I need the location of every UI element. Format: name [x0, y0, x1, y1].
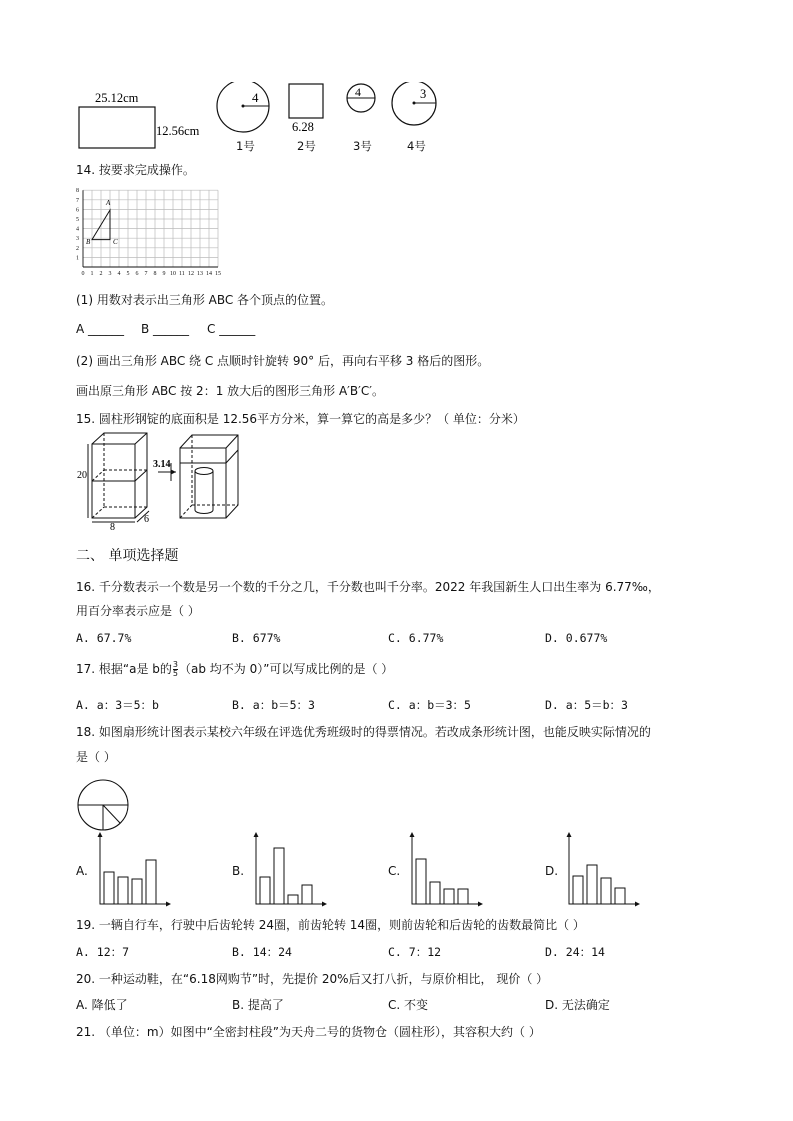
q18-bar-chart-a[interactable] — [94, 832, 172, 911]
vertex-b-label: B — [86, 238, 91, 246]
q16-line1: 16. 千分数表示一个数是另一个数的千分之几，千分数也叫千分率。2022 年我国新生人口出生率为 6.77‰， — [76, 580, 660, 594]
vertex-a-label: A — [106, 199, 111, 207]
q17-frac-num: 3 — [172, 660, 178, 669]
circle-3-value: 4 — [355, 85, 361, 99]
bar-4 — [146, 860, 156, 904]
y-axis-arrow — [98, 832, 103, 837]
q18-pie-chart — [76, 778, 130, 832]
q16-option-c[interactable]: C. 6.77% — [388, 631, 444, 645]
grid-x-tick: 10 — [170, 271, 176, 277]
bar-2 — [587, 865, 597, 904]
q16-option-d[interactable]: D. 0.677% — [545, 631, 608, 645]
q18-option-label-c[interactable]: C. — [388, 864, 401, 878]
grid-x-tick: 4 — [117, 271, 121, 277]
q18-option-label-a[interactable]: A. — [76, 864, 88, 878]
grid-x-tick: 13 — [197, 271, 203, 277]
q17-option-d[interactable]: D. a：5＝b：3 — [545, 698, 628, 712]
shape-label-3: 3号 — [353, 139, 372, 153]
grid-y-tick: 2 — [76, 245, 79, 252]
grid-y-tick: 3 — [76, 236, 79, 243]
q15-length-label: 8 — [110, 522, 115, 532]
bar-4 — [615, 888, 625, 904]
q17-fraction — [173, 661, 178, 678]
q20-option-a[interactable]: A. 降低了 — [76, 998, 128, 1012]
bar-4 — [302, 885, 312, 904]
bar-2 — [430, 882, 440, 904]
y-axis-arrow — [254, 832, 259, 837]
q18-line1: 18. 如图扇形统计图表示某校六年级在评选优秀班级时的得票情况。若改成条形统计图，也能反映实际情况的 — [76, 725, 651, 739]
q17-prefix: 17. 根据“a是 b的 — [76, 662, 172, 676]
q19-option-b[interactable]: B. 14：24 — [232, 945, 292, 959]
q20-title: 20. 一种运动鞋，在“6.18网购节”时，先提价 20%后又打八折，与原价相比， 现价（ ） — [76, 972, 549, 986]
grid-x-tick: 7 — [144, 271, 148, 277]
grid-x-tick: 0 — [81, 271, 85, 277]
q20-option-b[interactable]: B. 提高了 — [232, 998, 284, 1012]
grid-x-tick: 11 — [179, 271, 185, 277]
y-axis-arrow — [567, 832, 572, 837]
q18-bar-chart-svg — [406, 832, 484, 908]
q14-blank-b[interactable]: B ______ — [141, 322, 190, 336]
q18-bar-chart-svg — [563, 832, 641, 908]
q14-blank-a[interactable]: A ______ — [76, 322, 125, 336]
x-axis-arrow — [322, 902, 327, 907]
q15-containers-figure — [74, 430, 254, 532]
q15-title: 15. 圆柱形钢锭的底面积是 12.56平方分米，算一算它的高是多少？（ 单位：分米） — [76, 412, 525, 426]
q18-line2: 是（ ） — [76, 750, 116, 764]
bar-3 — [601, 878, 611, 904]
q19-option-c[interactable]: C. 7：12 — [388, 945, 442, 959]
q14-part1: (1) 用数对表示出三角形 ABC 各个顶点的位置。 — [76, 293, 334, 307]
grid-x-tick: 12 — [188, 271, 194, 277]
square-shape — [289, 84, 323, 118]
q17-option-a[interactable]: A. a：3＝5：b — [76, 698, 159, 712]
q19-option-a[interactable]: A. 12：7 — [76, 945, 130, 959]
q14-part2: (2) 画出三角形 ABC 绕 C 点顺时针旋转 90° 后，再向右平移 3 格后的图形。 — [76, 354, 490, 368]
bar-4 — [458, 889, 468, 904]
q17-stem — [76, 660, 393, 678]
q20-option-c[interactable]: C. 不变 — [388, 998, 429, 1012]
bar-1 — [260, 877, 270, 904]
q18-bar-chart-b[interactable] — [250, 832, 328, 911]
q19-title: 19. 一辆自行车，行驶中后齿轮转 24圈，前齿轮转 14圈，则前齿轮和后齿轮的齿数最简比（ ） — [76, 918, 585, 932]
rectangle-shape — [79, 107, 155, 148]
q15-rise-label: 3.14 — [153, 459, 171, 470]
top-shapes-figure — [70, 82, 450, 154]
grid-x-tick: 14 — [206, 271, 212, 277]
q16-option-b[interactable]: B. 677% — [232, 631, 281, 645]
q18-option-label-d[interactable]: D. — [545, 864, 559, 878]
q18-bar-chart-d[interactable] — [563, 832, 641, 911]
rect-height-label: 12.56cm — [156, 124, 200, 138]
grid-y-tick: 4 — [76, 226, 79, 233]
grid-x-tick: 1 — [90, 271, 94, 277]
q21-title: 21. （单位：m）如图中“全密封柱段”为天舟二号的货物仓（圆柱形），其容积大约（ ） — [76, 1025, 541, 1039]
rect-width-label: 25.12cm — [95, 91, 139, 105]
bar-2 — [118, 877, 128, 904]
q14-title: 14. 按要求完成操作。 — [76, 163, 195, 177]
bar-1 — [104, 872, 114, 904]
grid-x-tick: 6 — [135, 271, 139, 277]
shape-label-4: 4号 — [407, 139, 426, 153]
q20-option-d[interactable]: D. 无法确定 — [545, 998, 610, 1012]
grid-y-tick: 1 — [76, 255, 79, 262]
q18-bar-chart-svg — [94, 832, 172, 908]
q16-line2: 用百分率表示应是（ ） — [76, 604, 200, 618]
q14-part3: 画出原三角形 ABC 按 2：1 放大后的图形三角形 A′B′C′。 — [76, 384, 384, 398]
bar-2 — [274, 848, 284, 904]
grid-y-tick: 7 — [76, 197, 79, 204]
q18-bar-chart-c[interactable] — [406, 832, 484, 911]
q16-option-a[interactable]: A. 67.7% — [76, 631, 132, 645]
shape-label-1: 1号 — [236, 139, 255, 153]
grid-y-tick: 8 — [76, 188, 79, 195]
grid-y-tick: 6 — [76, 207, 79, 214]
grid-x-tick: 2 — [99, 271, 103, 277]
grid-x-tick: 3 — [108, 271, 112, 277]
section-2-title: 二、 单项选择题 — [76, 548, 179, 564]
q14-blank-c[interactable]: C ______ — [207, 322, 256, 336]
bar-1 — [573, 876, 583, 904]
q15-width-label: 6 — [144, 514, 149, 525]
grid-x-tick: 8 — [153, 271, 157, 277]
top-shapes-svg — [70, 82, 450, 154]
q18-option-label-b[interactable]: B. — [232, 864, 245, 878]
vertex-c-label: C — [113, 238, 118, 246]
q14-grid-svg — [74, 186, 244, 280]
q18-bar-chart-svg — [250, 832, 328, 908]
q15-containers-svg — [74, 430, 254, 532]
bar-1 — [416, 859, 426, 904]
grid-x-tick: 9 — [162, 271, 166, 277]
y-axis-arrow — [410, 832, 415, 837]
x-axis-arrow — [635, 902, 640, 907]
q19-option-d[interactable]: D. 24：14 — [545, 945, 605, 959]
square-value: 6.28 — [292, 120, 314, 134]
q17-option-b[interactable]: B. a：b＝5：3 — [232, 698, 315, 712]
q17-suffix: （ab 均不为 0）”可以写成比例的是（ ） — [179, 662, 394, 676]
bar-3 — [288, 895, 298, 904]
q17-option-c[interactable]: C. a：b＝3：5 — [388, 698, 471, 712]
circle-4-value: 3 — [420, 87, 427, 101]
q14-grid-figure — [74, 186, 244, 280]
x-axis-arrow — [166, 902, 171, 907]
circle-1-value: 4 — [252, 90, 259, 105]
grid-x-tick: 15 — [215, 271, 221, 277]
q15-height-label: 20 — [77, 470, 87, 481]
q18-pie-svg — [76, 778, 130, 832]
grid-y-tick: 5 — [76, 217, 79, 223]
grid-x-tick: 5 — [126, 271, 130, 277]
shape-label-2: 2号 — [297, 139, 316, 153]
q17-frac-den: 5 — [172, 669, 178, 678]
bar-3 — [132, 879, 142, 904]
bar-3 — [444, 889, 454, 904]
x-axis-arrow — [478, 902, 483, 907]
